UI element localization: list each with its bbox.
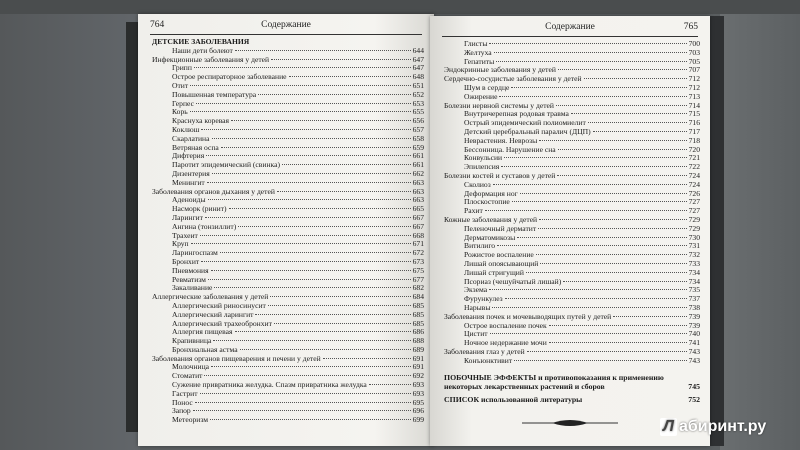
toc-leader-dots xyxy=(584,78,687,79)
toc-entry-title: Витилиго xyxy=(464,241,496,251)
toc-page-number: 712 xyxy=(688,74,700,84)
left-page-header xyxy=(150,20,422,35)
toc-entry-title: Инфекционные заболевания у детей xyxy=(152,54,270,64)
toc-page-number: 663 xyxy=(412,186,424,196)
toc-page-number: 732 xyxy=(688,250,700,260)
toc-entry-title: Повышенная температура xyxy=(172,89,257,99)
toc-leader-dots xyxy=(558,69,687,70)
toc-leader-dots xyxy=(255,314,410,315)
toc-leader-dots xyxy=(200,393,411,394)
toc-entry-title: Экзема xyxy=(464,285,488,295)
right-page xyxy=(430,16,710,446)
toc-entry-title: Кожные заболевания у детей xyxy=(444,214,538,224)
toc-page-number: 688 xyxy=(412,336,424,346)
toc-bold-section-page: 745 xyxy=(688,382,700,392)
left-page-number: 764 xyxy=(150,20,165,30)
toc-page-number: 662 xyxy=(412,168,424,178)
right-page-header xyxy=(442,22,698,37)
toc-page-number: 647 xyxy=(412,63,424,73)
toc-page-number: 644 xyxy=(412,45,424,55)
toc-entry-title: Псориаз (чешуйчатый лишай) xyxy=(464,276,562,286)
toc-page-number: 727 xyxy=(688,206,700,216)
toc-entry-title: Детский церебральный паралич (ДЦП) xyxy=(464,126,591,136)
toc-entry-title: Лишай опоясывающий xyxy=(464,258,539,268)
toc-leader-dots xyxy=(235,331,411,332)
toc-page-number: 653 xyxy=(412,98,424,108)
toc-leader-dots xyxy=(593,131,687,132)
toc-page-number: 739 xyxy=(688,311,700,321)
toc-leader-dots xyxy=(289,76,411,77)
toc-page-number: 730 xyxy=(688,232,700,242)
toc-entry-title: Плоскостопие xyxy=(464,197,510,207)
toc-page-number: 663 xyxy=(412,177,424,187)
toc-entry-title: Желтуха xyxy=(464,47,492,57)
toc-page-number: 667 xyxy=(412,212,424,222)
toc-entry-title: Шум в сердце xyxy=(464,82,510,92)
toc-leader-dots xyxy=(527,351,687,352)
toc-page-number: 695 xyxy=(412,397,424,407)
toc-leader-dots xyxy=(211,366,411,367)
toc-page-number: 715 xyxy=(688,109,700,119)
toc-page-number: 727 xyxy=(688,197,700,207)
toc-leader-dots xyxy=(235,50,411,51)
toc-page-number: 713 xyxy=(688,91,700,101)
toc-leader-dots xyxy=(539,140,686,141)
toc-page-number: 700 xyxy=(688,39,700,48)
toc-leader-dots xyxy=(494,52,687,53)
toc-page-number: 693 xyxy=(412,380,424,390)
toc-entry-title: Паротит эпидемический (свинка) xyxy=(172,160,280,170)
toc-leader-dots xyxy=(492,307,686,308)
toc-leader-dots xyxy=(504,157,687,158)
toc-page-number: 714 xyxy=(688,100,700,110)
toc-entry-title: Болезни костей и суставов у детей xyxy=(444,170,556,180)
toc-entry-title: Дизентерия xyxy=(172,168,210,178)
left-page-header-title: Содержание xyxy=(261,20,311,30)
toc-entry-title: Острое воспаление почек xyxy=(464,320,547,330)
toc-page-number: 726 xyxy=(688,188,700,198)
toc-leader-dots xyxy=(514,360,686,361)
toc-leader-dots xyxy=(588,122,687,123)
toc-entry-title: Нарывы xyxy=(464,302,491,312)
toc-page-number: 685 xyxy=(412,318,424,328)
toc-leader-dots xyxy=(485,210,687,211)
toc-page-number: 667 xyxy=(412,221,424,231)
toc-leader-dots xyxy=(496,61,686,62)
toc-page-number: 661 xyxy=(412,160,424,170)
toc-leader-dots xyxy=(558,149,687,150)
toc-leader-dots xyxy=(194,67,411,68)
toc-leader-dots xyxy=(231,120,411,121)
toc-page-number: 651 xyxy=(412,80,424,90)
toc-entry-title: Скарлатина xyxy=(172,133,210,143)
toc-page-number: 672 xyxy=(412,248,424,258)
toc-leader-dots xyxy=(196,103,411,104)
toc-leader-dots xyxy=(505,298,687,299)
toc-section xyxy=(152,56,424,65)
toc-leader-dots xyxy=(511,87,686,88)
toc-page-number: 738 xyxy=(688,302,700,312)
toc-leader-dots xyxy=(201,129,410,130)
toc-leader-dots xyxy=(210,419,411,420)
toc-leader-dots xyxy=(258,94,410,95)
toc-leader-dots xyxy=(221,147,411,148)
toc-page-number: 661 xyxy=(412,151,424,161)
toc-entry-title: Краснуха коревая xyxy=(172,116,230,126)
toc-leader-dots xyxy=(489,43,686,44)
toc-page-number: 663 xyxy=(412,195,424,205)
toc-page-number: 739 xyxy=(688,320,700,330)
toc-leader-dots xyxy=(538,228,686,229)
toc-entry-title: Внутричерепная родовая травма xyxy=(464,109,569,119)
toc-entry-title: Болезни нервной системы у детей xyxy=(444,100,554,110)
toc-page-number: 705 xyxy=(688,56,700,66)
toc-leader-dots xyxy=(205,217,411,218)
toc-entry-title: Рожистое воспаление xyxy=(464,250,534,260)
toc-page-number: 677 xyxy=(412,274,424,284)
toc-leader-dots xyxy=(369,384,411,385)
toc-leader-dots xyxy=(499,96,686,97)
toc-leader-dots xyxy=(539,219,686,220)
toc-page-number: 743 xyxy=(688,355,700,365)
toc-bold-section xyxy=(444,395,700,404)
ornament-divider-icon xyxy=(522,418,618,428)
watermark-logo-mark: Л xyxy=(660,418,677,436)
toc-leader-dots xyxy=(549,325,687,326)
toc-entry-title: Заболевания глаз у детей xyxy=(444,346,525,356)
toc-entry-title: Заболевания органов дыхания у детей xyxy=(152,186,275,196)
toc-entry-title: Конъюнктивит xyxy=(464,355,513,365)
toc-leader-dots xyxy=(200,235,411,236)
toc-entry-title: Неврастения. Неврозы xyxy=(464,135,538,145)
toc-entry-title: Ожирение xyxy=(464,91,498,101)
toc-page-number: 692 xyxy=(412,371,424,381)
toc-leader-dots xyxy=(238,226,410,227)
toc-leader-dots xyxy=(193,410,411,411)
toc-page-number: 658 xyxy=(412,133,424,143)
toc-entry xyxy=(152,399,424,408)
toc-entry-title: Пневмония xyxy=(172,265,209,275)
toc-leader-dots xyxy=(240,349,411,350)
background-top xyxy=(0,0,800,14)
toc-page-number: 689 xyxy=(412,344,424,354)
toc-leader-dots xyxy=(536,254,687,255)
toc-page-number: 691 xyxy=(412,353,424,363)
toc-entry-title: Деформация ног xyxy=(464,188,518,198)
toc-page-number: 707 xyxy=(688,65,700,75)
toc-entry-title: Ревматизм xyxy=(172,274,206,284)
toc-leader-dots xyxy=(557,175,686,176)
toc-entry-title: Коклюш xyxy=(172,124,200,134)
toc-page-number: 720 xyxy=(688,144,700,154)
right-page-header-title: Содержание xyxy=(545,22,595,32)
toc-entry-title: Аденоиды xyxy=(172,195,206,205)
toc-entry-title: Запор xyxy=(172,406,191,416)
toc-page-number: 729 xyxy=(688,223,700,233)
toc-leader-dots xyxy=(489,289,687,290)
toc-page-number: 691 xyxy=(412,362,424,372)
toc-entry-title: Аллергия пищевая xyxy=(172,327,233,337)
toc-leader-dots xyxy=(191,243,411,244)
toc-entry-title: Фурункулез xyxy=(464,294,503,304)
toc-page-number: 696 xyxy=(412,406,424,416)
toc-leader-dots xyxy=(271,59,411,60)
right-page-number: 765 xyxy=(683,22,698,32)
toc-entry-title: Лишай стригущий xyxy=(464,267,524,277)
toc-entry-title: Молочница xyxy=(172,362,210,372)
toc-entry-title: Бронхиальная астма xyxy=(172,344,238,354)
toc-leader-dots xyxy=(270,296,410,297)
toc-leader-dots xyxy=(512,201,687,202)
toc-page-number: 703 xyxy=(688,47,700,57)
toc-entry-title: Острое респираторное заболевание xyxy=(172,72,287,82)
toc-entry-title: Глисты xyxy=(464,39,488,48)
toc-entry-title: Ларингит xyxy=(172,212,203,222)
toc-page-number: 684 xyxy=(412,292,424,302)
toc-entry-title: Эпилепсия xyxy=(464,162,500,172)
toc-entry-title: Заболевания почек и мочевыводящих путей у детей xyxy=(444,311,612,321)
toc-page-number: 648 xyxy=(412,72,424,82)
toc-entry-title: Герпес xyxy=(172,98,194,108)
toc-leader-dots xyxy=(549,342,687,343)
toc-page-number: 685 xyxy=(412,300,424,310)
toc-page-number: 737 xyxy=(688,294,700,304)
toc-page-number: 671 xyxy=(412,239,424,249)
toc-page-number: 724 xyxy=(688,170,700,180)
toc-entry-title: Сколиоз xyxy=(464,179,491,189)
toc-entry xyxy=(152,232,424,241)
toc-entry-title: Стоматит xyxy=(172,371,203,381)
toc-entry xyxy=(152,73,424,82)
toc-leader-dots xyxy=(206,155,410,156)
toc-page-number: 724 xyxy=(688,179,700,189)
toc-page-number: 656 xyxy=(412,116,424,126)
toc-leader-dots xyxy=(214,287,410,288)
toc-entry-title: Ветряная оспа xyxy=(172,142,219,152)
toc-leader-dots xyxy=(613,316,686,317)
toc-leader-dots xyxy=(517,237,686,238)
toc-entry-title: Отит xyxy=(172,80,189,90)
toc-leader-dots xyxy=(212,173,411,174)
toc-entry-title: Насморк (ринит) xyxy=(172,204,227,214)
toc-entry-title: Метеоризм xyxy=(172,415,209,425)
toc-page-number: 735 xyxy=(688,285,700,295)
toc-entry-title: Понос xyxy=(172,397,193,407)
toc-page-number: 659 xyxy=(412,142,424,152)
toc-page-number: 685 xyxy=(412,309,424,319)
toc-leader-dots xyxy=(274,323,411,324)
background-right xyxy=(720,0,800,450)
toc-page-number: 734 xyxy=(688,276,700,286)
toc-page-number: 693 xyxy=(412,388,424,398)
toc-bold-section-title: ПОБОЧНЫЕ ЭФФЕКТЫ и противопоказания к применению некоторых лекарственных растений и сборов xyxy=(444,373,664,392)
left-page xyxy=(138,14,434,446)
toc-entry-title: Закаливание xyxy=(172,283,213,293)
toc-page-number: 665 xyxy=(412,204,424,214)
toc-page-number: 721 xyxy=(688,153,700,163)
toc-entry xyxy=(444,357,700,366)
toc-page-number: 657 xyxy=(412,124,424,134)
toc-entry-title: Бронхит xyxy=(172,256,200,266)
toc-leader-dots xyxy=(229,208,411,209)
toc-bold-section xyxy=(444,373,700,391)
toc-leader-dots xyxy=(208,279,411,280)
toc-leader-dots xyxy=(493,184,687,185)
toc-bold-section-page: 752 xyxy=(688,395,700,405)
toc-page-number: 712 xyxy=(688,82,700,92)
toc-entry-title: Корь xyxy=(172,107,188,117)
toc-entry-title: Сердечно-сосудистые заболевания у детей xyxy=(444,74,582,84)
toc-entry-title: Аллергические заболевания у детей xyxy=(152,292,269,302)
toc-leader-dots xyxy=(220,252,411,253)
toc-page-number: 652 xyxy=(412,89,424,99)
toc-entry-title: Аллергический ларингит xyxy=(172,309,254,319)
toc-leader-dots xyxy=(540,263,686,264)
toc-entry xyxy=(152,100,424,109)
toc-entry-title: Менингит xyxy=(172,177,205,187)
toc-entry-title: Заболевания органов пищеварения и печени у детей xyxy=(152,353,321,363)
toc-entry-title: Гастрит xyxy=(172,388,198,398)
toc-entry-title: Аллергический риносинусит xyxy=(172,300,266,310)
toc-leader-dots xyxy=(268,305,411,306)
toc-entry-title: Ночное недержание мочи xyxy=(464,338,547,348)
toc-page-number: 743 xyxy=(688,346,700,356)
toc-leader-dots xyxy=(571,113,687,114)
toc-leader-dots xyxy=(526,272,687,273)
toc-leader-dots xyxy=(282,164,411,165)
toc-page-number: 716 xyxy=(688,118,700,128)
toc-entry-title: Цистит xyxy=(464,329,488,339)
toc-entry-title: Ангина (тонзиллит) xyxy=(172,221,237,231)
toc-leader-dots xyxy=(212,138,411,139)
toc-page-number: 686 xyxy=(412,327,424,337)
toc-page-number: 647 xyxy=(412,54,424,64)
toc-entry-title: Конвульсии xyxy=(464,153,503,163)
toc-entry-title: Крапивница xyxy=(172,336,212,346)
toc-entry-title: Острый эпидемический полиомиелит xyxy=(464,118,586,128)
toc-page-number: 699 xyxy=(412,415,424,425)
background-left xyxy=(0,0,140,450)
toc-leader-dots xyxy=(563,281,686,282)
toc-entry-title: Бессонница. Нарушение сна xyxy=(464,144,556,154)
toc-entry-title: Ларингоспазм xyxy=(172,248,218,258)
toc-leader-dots xyxy=(201,261,410,262)
toc-entry-title: Гепатиты xyxy=(464,56,495,66)
toc-page-number: 655 xyxy=(412,107,424,117)
toc-entry-title: Рахит xyxy=(464,206,483,216)
toc-page-number: 731 xyxy=(688,241,700,251)
toc-page-number: 740 xyxy=(688,329,700,339)
toc-entry-title: ДЕТСКИЕ ЗАБОЛЕВАНИЯ xyxy=(152,37,250,46)
toc-leader-dots xyxy=(501,166,686,167)
toc-entry-title: Сужение привратника желудка. Спазм привратника желудка xyxy=(172,380,367,390)
toc-page-number: 734 xyxy=(688,267,700,277)
toc-leader-dots xyxy=(323,358,411,359)
toc-page-number: 729 xyxy=(688,214,700,224)
toc-leader-dots xyxy=(190,111,411,112)
watermark-text: абиринт.ру xyxy=(679,418,767,435)
toc-entry-title: Трахеит xyxy=(172,230,198,240)
toc-leader-dots xyxy=(213,340,410,341)
left-toc xyxy=(152,38,424,425)
toc-leader-dots xyxy=(204,375,410,376)
toc-leader-dots xyxy=(207,182,411,183)
toc-entry xyxy=(152,416,424,425)
toc-entry-title: Эндокринные заболевания у детей xyxy=(444,65,556,75)
toc-page-number: 718 xyxy=(688,135,700,145)
toc-page-number: 733 xyxy=(688,258,700,268)
toc-page-number: 717 xyxy=(688,126,700,136)
toc-entry-title: Дифтерия xyxy=(172,151,205,161)
right-toc xyxy=(444,40,700,404)
toc-bold-section-title: СПИСОК использованной литературы xyxy=(444,395,583,405)
toc-entry-title: Грипп xyxy=(172,63,192,73)
toc-leader-dots xyxy=(497,245,687,246)
toc-page-number: 741 xyxy=(688,338,700,348)
toc-leader-dots xyxy=(520,193,687,194)
toc-entry-title: Дерматомикозы xyxy=(464,232,516,242)
toc-leader-dots xyxy=(556,105,687,106)
toc-leader-dots xyxy=(490,333,687,334)
toc-leader-dots xyxy=(277,191,411,192)
toc-page-number: 682 xyxy=(412,283,424,293)
toc-leader-dots xyxy=(195,402,411,403)
toc-entry-title: Круп xyxy=(172,239,189,249)
toc-page-number: 722 xyxy=(688,162,700,172)
toc-page-number: 675 xyxy=(412,265,424,275)
toc-leader-dots xyxy=(208,199,411,200)
toc-entry-title: Аллергический трахеобронхит xyxy=(172,318,272,328)
toc-leader-dots xyxy=(190,85,410,86)
toc-entry-title: Наши дети болеют xyxy=(172,45,233,55)
toc-leader-dots xyxy=(211,270,411,271)
toc-entry-title: Пеленочный дерматит xyxy=(464,223,537,233)
toc-page-number: 668 xyxy=(412,230,424,240)
toc-page-number: 673 xyxy=(412,256,424,266)
watermark-logo xyxy=(660,418,766,436)
